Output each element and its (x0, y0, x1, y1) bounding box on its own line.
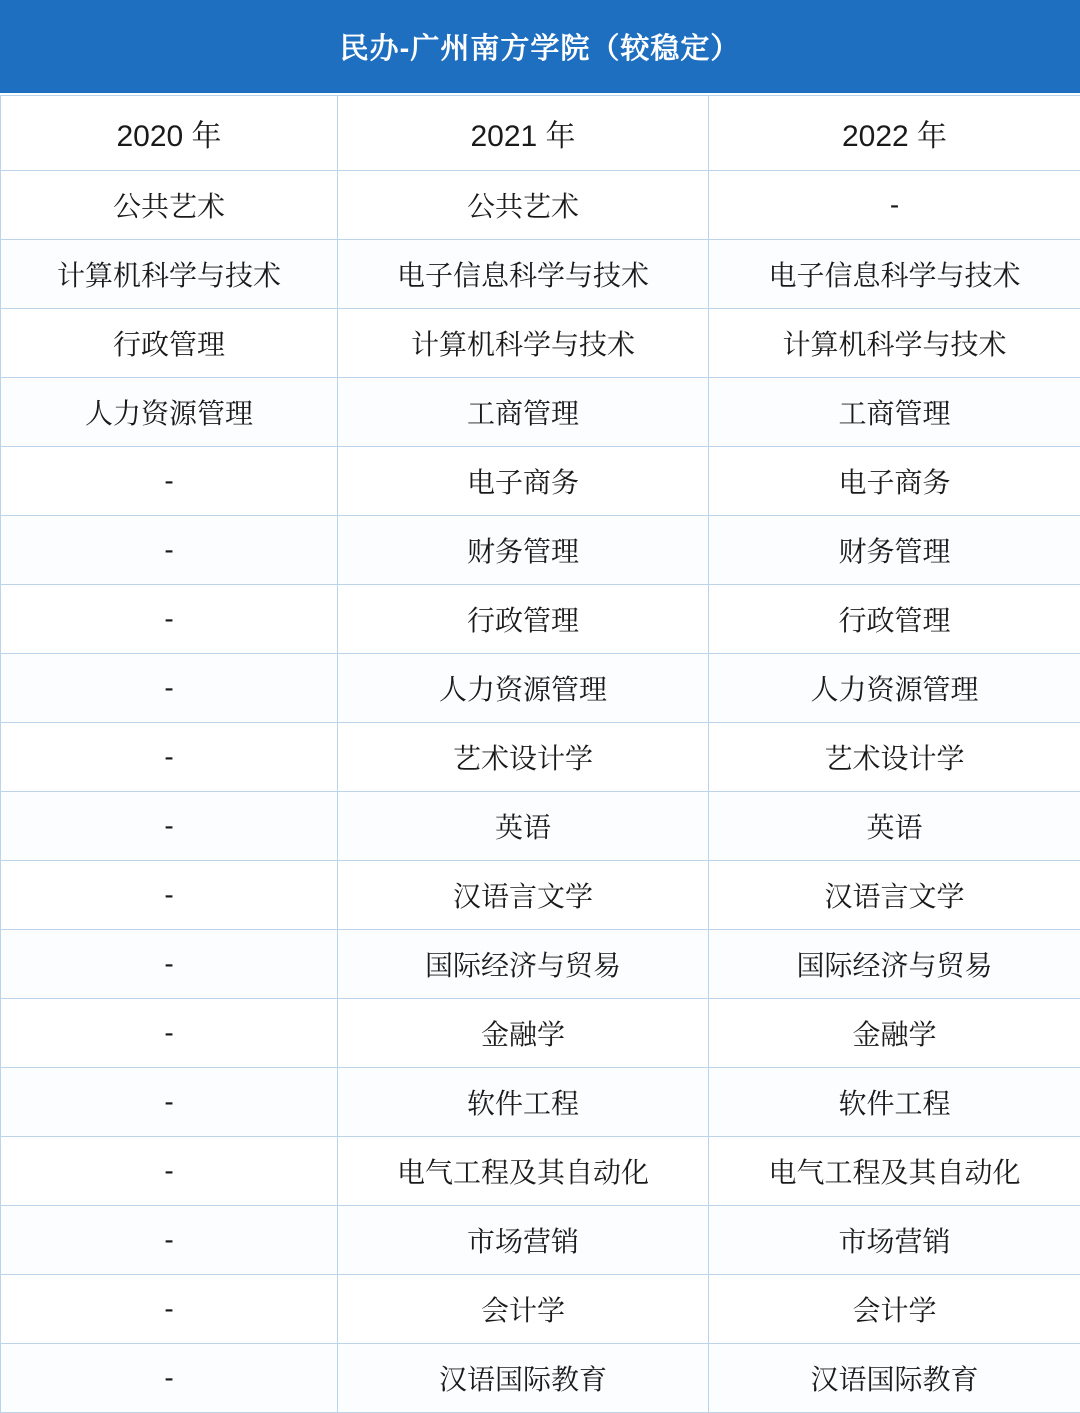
table-row (1, 1206, 1080, 1275)
cell-2022: 电子商务 (709, 447, 1080, 516)
cell-2020: - (1, 1068, 338, 1137)
cell-2020: - (1, 447, 338, 516)
table-row (1, 378, 1080, 447)
table-header-row (1, 96, 1080, 171)
table-row (1, 447, 1080, 516)
cell-2021: 计算机科学与技术 (338, 309, 709, 378)
table-row (1, 999, 1080, 1068)
cell-2020: - (1, 792, 338, 861)
cell-2021: 电气工程及其自动化 (338, 1137, 709, 1206)
cell-2021: 英语 (338, 792, 709, 861)
cell-2022: 汉语言文学 (709, 861, 1080, 930)
table-header (1, 96, 1080, 171)
cell-2022: 电子信息科学与技术 (709, 240, 1080, 309)
table-row (1, 516, 1080, 585)
cell-2020: 行政管理 (1, 309, 338, 378)
cell-2020: 人力资源管理 (1, 378, 338, 447)
cell-2022: 汉语国际教育 (709, 1344, 1080, 1413)
cell-2022: - (709, 171, 1080, 240)
cell-2021: 金融学 (338, 999, 709, 1068)
table-row (1, 792, 1080, 861)
table-row (1, 240, 1080, 309)
cell-2022: 国际经济与贸易 (709, 930, 1080, 999)
cell-2020: - (1, 1344, 338, 1413)
cell-2021: 软件工程 (338, 1068, 709, 1137)
cell-2022: 计算机科学与技术 (709, 309, 1080, 378)
cell-2020: - (1, 930, 338, 999)
cell-2020: - (1, 999, 338, 1068)
table-row (1, 585, 1080, 654)
cell-2020: - (1, 723, 338, 792)
cell-2021: 汉语言文学 (338, 861, 709, 930)
cell-2022: 市场营销 (709, 1206, 1080, 1275)
cell-2021: 财务管理 (338, 516, 709, 585)
cell-2022: 人力资源管理 (709, 654, 1080, 723)
column-header-2020: 2020 年 (1, 96, 338, 171)
cell-2020: - (1, 585, 338, 654)
cell-2022: 电气工程及其自动化 (709, 1137, 1080, 1206)
cell-2022: 行政管理 (709, 585, 1080, 654)
cell-2020: 计算机科学与技术 (1, 240, 338, 309)
cell-2021: 国际经济与贸易 (338, 930, 709, 999)
cell-2021: 会计学 (338, 1275, 709, 1344)
table-body (1, 171, 1080, 1413)
cell-2022: 工商管理 (709, 378, 1080, 447)
cell-2020: - (1, 1275, 338, 1344)
cell-2020: - (1, 516, 338, 585)
page-title: 民办-广州南方学院（较稳定） (0, 0, 1080, 95)
major-comparison-table (0, 95, 1080, 1413)
cell-2021: 人力资源管理 (338, 654, 709, 723)
table-row (1, 861, 1080, 930)
cell-2021: 电子信息科学与技术 (338, 240, 709, 309)
cell-2020: 公共艺术 (1, 171, 338, 240)
cell-2021: 公共艺术 (338, 171, 709, 240)
cell-2022: 英语 (709, 792, 1080, 861)
cell-2021: 汉语国际教育 (338, 1344, 709, 1413)
table-row (1, 1137, 1080, 1206)
table-row (1, 309, 1080, 378)
cell-2022: 软件工程 (709, 1068, 1080, 1137)
cell-2020: - (1, 654, 338, 723)
cell-2021: 行政管理 (338, 585, 709, 654)
cell-2021: 工商管理 (338, 378, 709, 447)
cell-2020: - (1, 1137, 338, 1206)
table-row (1, 723, 1080, 792)
cell-2021: 市场营销 (338, 1206, 709, 1275)
cell-2020: - (1, 861, 338, 930)
column-header-2021: 2021 年 (338, 96, 709, 171)
table-row (1, 1275, 1080, 1344)
cell-2022: 财务管理 (709, 516, 1080, 585)
cell-2022: 艺术设计学 (709, 723, 1080, 792)
cell-2021: 电子商务 (338, 447, 709, 516)
table-row (1, 930, 1080, 999)
cell-2022: 会计学 (709, 1275, 1080, 1344)
cell-2020: - (1, 1206, 338, 1275)
cell-2021: 艺术设计学 (338, 723, 709, 792)
table-row (1, 654, 1080, 723)
column-header-2022: 2022 年 (709, 96, 1080, 171)
cell-2022: 金融学 (709, 999, 1080, 1068)
table-row (1, 1344, 1080, 1413)
table-row (1, 1068, 1080, 1137)
table-row (1, 171, 1080, 240)
